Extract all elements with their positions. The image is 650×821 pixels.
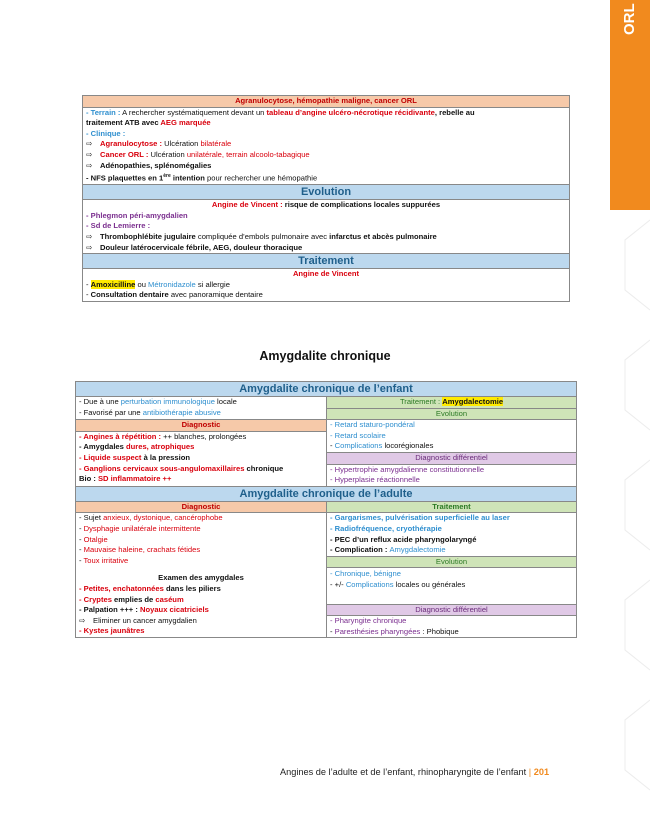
adult-diff-2: - Paresthésies pharyngées : Phobique	[330, 626, 459, 636]
favorise-line: - Favorisé par une antibiothérapie abusive	[79, 407, 221, 417]
page-number: 201	[533, 767, 550, 777]
arrow-icon: ⇨	[86, 242, 93, 252]
child-diff-1: - Hypertrophie amygdalienne constitutionnelle	[330, 464, 485, 474]
nfs-line: - NFS plaquettes en 1ère intention pour rechercher une hémopathie	[83, 171, 569, 185]
adult-diag-2: - Dysphagie unilatérale intermittente	[79, 523, 201, 533]
adult-exam-3: - Palpation +++ : Noyaux cicatriciels	[79, 605, 209, 615]
adult-exam-2: - Cryptes emplies de caséum	[79, 594, 184, 604]
arrow-icon: ⇨	[86, 160, 93, 170]
adult-header: Amygdalite chronique de l’adulte	[76, 487, 576, 502]
adult-traitement-header: Traitement	[327, 502, 576, 514]
child-evol-2: - Retard scolaire	[330, 430, 386, 440]
thrombophlebite-line: ⇨ Thrombophlébite jugulaire compliquée d’embols pulmonaire avec infarctus et abcès pulmonaire	[86, 232, 437, 242]
adult-exam-4: ⇨ Eliminer un cancer amygdalien	[79, 615, 197, 625]
chapter-tab-label: ORL	[621, 3, 638, 35]
acute-angina-table	[82, 95, 570, 302]
adult-trt-3: - PEC d’un reflux acide pharyngolaryngé	[330, 534, 477, 544]
child-diagnostic-header: Diagnostic	[76, 420, 326, 432]
child-diag-4: - Ganglions cervicaux sous-angulomaxillaires chronique	[79, 463, 284, 473]
adult-diff-header: Diagnostic différentiel	[327, 605, 576, 617]
douleur-line: ⇨ Douleur latérocervicale fébrile, AEG, douleur thoracique	[83, 243, 569, 255]
adult-diag-1: - Sujet anxieux, dystonique, cancérophobe	[79, 513, 223, 523]
adult-exam-5: - Kystes jaunâtres	[79, 626, 145, 636]
footer-title: Angines de l’adulte et de l’enfant, rhinopharyngite de l’enfant	[280, 767, 527, 777]
due-line: - Due à une perturbation immunologique locale	[79, 397, 237, 406]
agranulocytose-line: ⇨ Agranulocytose : Ulcération bilatérale	[86, 139, 232, 149]
clinique-heading: - Clinique :	[86, 128, 126, 138]
terrain-line: - Terrain : A rechercher systématiquement devant un tableau d’angine ulcéro-nécrotique récidivante, rebelle au	[86, 107, 475, 117]
child-diff-header: Diagnostic différentiel	[327, 453, 576, 465]
adult-evol-2: - +/- Complications locales ou générales	[327, 580, 576, 605]
page-footer: Angines de l’adulte et de l’enfant, rhinopharyngite de l’enfant | 201	[280, 767, 550, 777]
adult-examen-heading: Examen des amygdales	[158, 573, 244, 583]
arrow-icon: ⇨	[86, 139, 93, 149]
child-complications: - Complications locorégionales	[327, 441, 576, 453]
child-diff-2: - Hyperplasie réactionnelle	[330, 475, 420, 485]
adult-diagnostic-header: Diagnostic	[76, 502, 326, 514]
phlegmon-line: - Phlegmon péri-amygdalien	[86, 210, 188, 220]
child-diag-3: - Liquide suspect à la pression	[79, 452, 190, 462]
adult-diff-1: - Pharyngite chronique	[330, 616, 407, 626]
evolution-header: Evolution	[83, 185, 569, 200]
arrow-icon: ⇨	[86, 149, 93, 159]
child-evol-1: - Retard staturo-pondéral	[330, 420, 415, 430]
chapter-tab	[610, 0, 650, 210]
arrow-icon: ⇨	[86, 232, 93, 242]
amoxicilline-line: - Amoxicilline ou Métronidazole si allergie	[86, 279, 230, 289]
acute-table-header: Agranulocytose, hémopathie maligne, cancer ORL	[83, 96, 569, 108]
adult-evolution-header: Evolution	[327, 557, 576, 569]
child-bottom-row	[76, 420, 576, 487]
child-diag-5: Bio : SD inflammatoire ++	[79, 474, 172, 484]
hexagon-pattern-decoration	[600, 200, 650, 821]
arrow-icon: ⇨	[79, 615, 86, 625]
consultation-line: - Consultation dentaire avec panoramique dentaire	[86, 290, 263, 300]
traitement-header: Traitement	[83, 254, 569, 269]
child-top-row	[76, 397, 576, 420]
vincent-label: Angine de Vincent	[292, 269, 360, 279]
adenopathies-line: ⇨ Adénopathies, splénomégalies	[86, 160, 212, 170]
adult-trt-2: - Radiofréquence, cryothérapie	[330, 523, 442, 533]
child-header: Amygdalite chronique de l’enfant	[76, 382, 576, 397]
terrain-line-2: traitement ATB avec AEG marquée	[86, 118, 211, 128]
adult-diag-5: - Toux irritative	[79, 555, 129, 565]
adult-complication: - Complication : Amygdalectomie	[327, 545, 576, 557]
adult-row	[76, 502, 576, 638]
vincent-risk-line: Angine de Vincent : risque de complications locales suppurées	[211, 200, 441, 210]
lemierre-line: - Sd de Lemierre :	[86, 221, 151, 231]
adult-trt-1: - Gargarismes, pulvérisation superficielle au laser	[330, 513, 510, 523]
child-evolution-header: Evolution	[327, 409, 576, 420]
adult-diag-3: - Otalgie	[79, 534, 108, 544]
child-diag-2: - Amygdales dures, atrophiques	[79, 442, 195, 452]
chronic-tonsillitis-table	[75, 381, 577, 638]
adult-exam-1: - Petites, enchatonnées dans les piliers	[79, 583, 221, 593]
adult-evol-1: - Chronique, bénigne	[330, 569, 401, 579]
child-traitement: Traitement : Amygdalectomie	[327, 397, 576, 409]
section-title: Amygdalite chronique	[259, 349, 391, 363]
child-diag-1: - Angines à répétition : ++ blanches, prolongées	[79, 431, 247, 441]
cancer-orl-line: ⇨ Cancer ORL : Ulcération unilatérale, terrain alcoolo-tabagique	[86, 149, 310, 159]
adult-diag-4: - Mauvaise haleine, crachats fétides	[79, 545, 201, 555]
